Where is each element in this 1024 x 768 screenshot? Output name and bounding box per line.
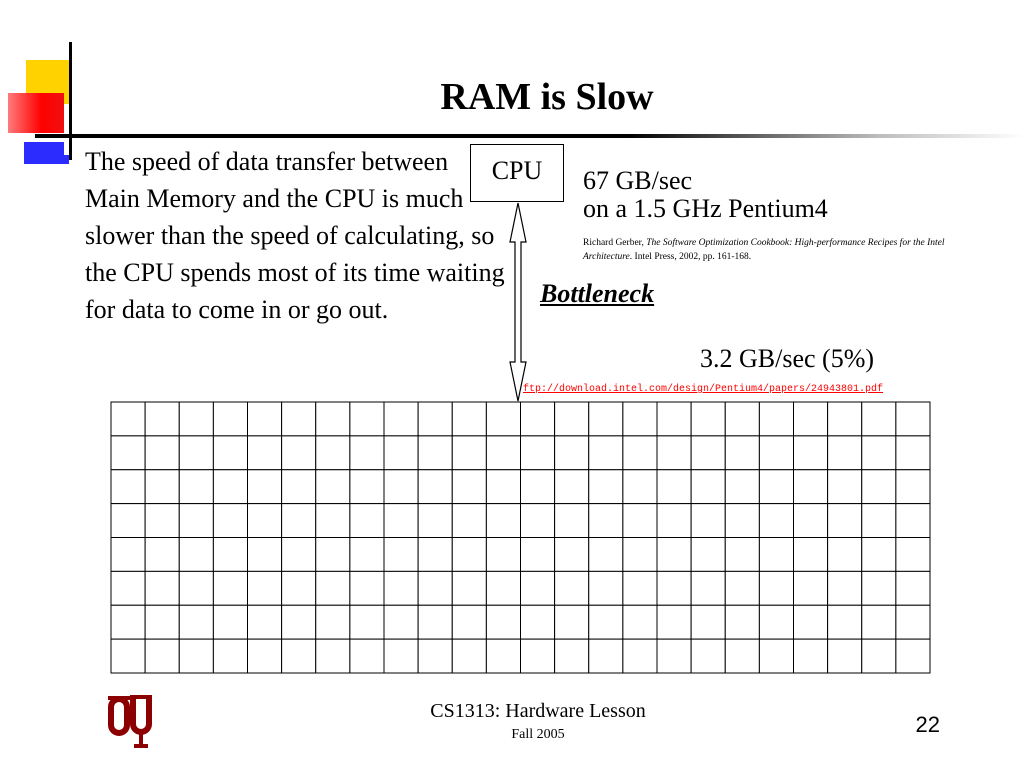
- memory-cell: [384, 504, 418, 538]
- memory-cell: [111, 538, 145, 572]
- memory-cell: [657, 538, 691, 572]
- memory-cell: [145, 436, 179, 470]
- memory-cell: [384, 639, 418, 673]
- memory-cell: [452, 639, 486, 673]
- memory-cell: [521, 436, 555, 470]
- memory-cell: [316, 639, 350, 673]
- memory-cell: [555, 504, 589, 538]
- memory-cell: [145, 538, 179, 572]
- memory-cell: [486, 504, 520, 538]
- memory-cell: [384, 470, 418, 504]
- memory-cell: [316, 538, 350, 572]
- memory-cell: [316, 470, 350, 504]
- memory-cell: [657, 504, 691, 538]
- citation-rest: . Intel Press, 2002, pp. 161-168.: [629, 252, 752, 262]
- memory-cell: [862, 436, 896, 470]
- slide-title: RAM is Slow: [440, 76, 654, 118]
- memory-cell: [725, 436, 759, 470]
- memory-cell: [384, 402, 418, 436]
- memory-cell: [759, 470, 793, 504]
- memory-cell: [350, 504, 384, 538]
- memory-cell: [691, 639, 725, 673]
- memory-cell: [691, 538, 725, 572]
- source-link[interactable]: ftp://download.intel.com/design/Pentium4/papers/24943801.pdf: [523, 384, 884, 395]
- memory-cell: [623, 538, 657, 572]
- memory-cell: [350, 538, 384, 572]
- memory-cell: [725, 571, 759, 605]
- memory-cell: [248, 504, 282, 538]
- memory-cell: [179, 538, 213, 572]
- memory-cell: [248, 639, 282, 673]
- memory-cell: [759, 504, 793, 538]
- memory-cell: [282, 504, 316, 538]
- memory-cell: [248, 605, 282, 639]
- memory-cell: [213, 504, 247, 538]
- footer-course: CS1313: Hardware Lesson: [430, 700, 646, 722]
- memory-cell: [213, 402, 247, 436]
- memory-cell: [486, 470, 520, 504]
- memory-cell: [896, 639, 930, 673]
- memory-cell: [794, 571, 828, 605]
- memory-cell: [282, 402, 316, 436]
- bottleneck-label: Bottleneck: [540, 279, 655, 308]
- memory-cell: [145, 470, 179, 504]
- memory-cell: [725, 402, 759, 436]
- memory-cell: [486, 436, 520, 470]
- memory-cell: [418, 504, 452, 538]
- memory-cell: [862, 538, 896, 572]
- memory-cell: [213, 639, 247, 673]
- memory-cell: [725, 605, 759, 639]
- memory-cell: [521, 538, 555, 572]
- memory-cell: [384, 571, 418, 605]
- memory-cell: [589, 402, 623, 436]
- memory-cell: [589, 470, 623, 504]
- memory-cell: [725, 538, 759, 572]
- memory-cell: [862, 571, 896, 605]
- memory-cell: [657, 639, 691, 673]
- memory-cell: [759, 571, 793, 605]
- memory-cell: [828, 605, 862, 639]
- memory-cell: [521, 470, 555, 504]
- memory-cell: [691, 504, 725, 538]
- memory-cell: [179, 639, 213, 673]
- memory-cell: [248, 571, 282, 605]
- memory-cell: [384, 538, 418, 572]
- memory-cell: [350, 402, 384, 436]
- memory-cell: [418, 402, 452, 436]
- memory-cell: [725, 504, 759, 538]
- footer-term: Fall 2005: [511, 727, 565, 742]
- cpu-box: CPU: [470, 144, 564, 202]
- memory-cell: [589, 639, 623, 673]
- memory-cell: [282, 605, 316, 639]
- memory-cell: [555, 436, 589, 470]
- memory-cell: [452, 605, 486, 639]
- memory-cell: [759, 605, 793, 639]
- memory-cell: [418, 470, 452, 504]
- decor-blue-square: [24, 142, 64, 164]
- memory-cell: [623, 639, 657, 673]
- memory-cell: [862, 605, 896, 639]
- memory-cell: [896, 504, 930, 538]
- memory-cell: [179, 402, 213, 436]
- memory-cell: [691, 402, 725, 436]
- memory-cell: [794, 538, 828, 572]
- memory-cell: [794, 436, 828, 470]
- memory-cell: [179, 436, 213, 470]
- memory-cell: [555, 538, 589, 572]
- memory-cell: [282, 470, 316, 504]
- memory-cell: [145, 571, 179, 605]
- memory-cell: [384, 605, 418, 639]
- memory-cell: [691, 470, 725, 504]
- memory-cell: [213, 538, 247, 572]
- memory-cell: [111, 639, 145, 673]
- memory-cell: [316, 402, 350, 436]
- memory-cell: [452, 538, 486, 572]
- memory-cell: [316, 571, 350, 605]
- memory-cell: [896, 436, 930, 470]
- memory-cell: [555, 605, 589, 639]
- memory-cell: [486, 538, 520, 572]
- memory-cell: [828, 436, 862, 470]
- memory-cell: [179, 605, 213, 639]
- memory-cell: [657, 571, 691, 605]
- memory-cell: [759, 538, 793, 572]
- memory-cell: [555, 470, 589, 504]
- memory-cell: [794, 470, 828, 504]
- citation-author: Richard Gerber,: [583, 238, 647, 248]
- memory-cell: [282, 538, 316, 572]
- title-underline: [35, 134, 1024, 138]
- memory-cell: [725, 470, 759, 504]
- memory-cell: [555, 639, 589, 673]
- memory-cell: [589, 436, 623, 470]
- memory-cell: [623, 402, 657, 436]
- memory-cell: [418, 436, 452, 470]
- memory-cell: [896, 571, 930, 605]
- memory-cell: [759, 402, 793, 436]
- memory-cell: [862, 639, 896, 673]
- memory-cell: [111, 504, 145, 538]
- citation: [583, 236, 968, 264]
- memory-cell: [896, 538, 930, 572]
- memory-cell: [111, 470, 145, 504]
- bullet-marker: [60, 155, 69, 164]
- memory-grid: [110, 401, 931, 674]
- memory-cell: [589, 538, 623, 572]
- memory-cell: [828, 571, 862, 605]
- memory-cell: [657, 470, 691, 504]
- memory-cell: [452, 436, 486, 470]
- memory-cell: [623, 571, 657, 605]
- memory-cell: [623, 504, 657, 538]
- memory-cell: [248, 538, 282, 572]
- memory-cell: [623, 605, 657, 639]
- memory-cell: [521, 402, 555, 436]
- memory-cell: [794, 605, 828, 639]
- memory-cell: [179, 504, 213, 538]
- body-text: The speed of data transfer between Main Memory and the CPU is much slower than the speed of calculating, so the CPU spends most of its time waiting for data to come in or go out.: [85, 147, 505, 324]
- memory-cell: [145, 402, 179, 436]
- memory-cell: [452, 571, 486, 605]
- memory-cell: [486, 571, 520, 605]
- memory-cell: [111, 402, 145, 436]
- memory-cell: [316, 436, 350, 470]
- memory-cell: [657, 402, 691, 436]
- memory-cell: [111, 605, 145, 639]
- memory-cell: [623, 470, 657, 504]
- memory-cell: [350, 605, 384, 639]
- memory-cell: [213, 470, 247, 504]
- memory-cell: [896, 470, 930, 504]
- memory-cell: [589, 605, 623, 639]
- memory-cell: [521, 504, 555, 538]
- memory-cell: [623, 436, 657, 470]
- memory-cell: [521, 571, 555, 605]
- memory-cell: [896, 605, 930, 639]
- memory-cell: [725, 639, 759, 673]
- cache-speed: [583, 167, 828, 223]
- memory-cell: [316, 605, 350, 639]
- memory-cell: [316, 504, 350, 538]
- citation-book: The Software Optimization Cookbook: High-performance Recipes for the Intel Architecture: [583, 238, 945, 262]
- memory-cell: [828, 402, 862, 436]
- double-arrow-icon: [508, 202, 528, 402]
- memory-cell: [896, 402, 930, 436]
- memory-cell: [452, 470, 486, 504]
- memory-cell: [828, 504, 862, 538]
- memory-cell: [418, 639, 452, 673]
- memory-cell: [248, 402, 282, 436]
- page-number: 22: [915, 712, 940, 737]
- memory-cell: [486, 402, 520, 436]
- memory-cell: [179, 470, 213, 504]
- memory-cell: [862, 504, 896, 538]
- memory-cell: [213, 605, 247, 639]
- memory-cell: [145, 605, 179, 639]
- memory-cell: [555, 571, 589, 605]
- memory-cell: [521, 605, 555, 639]
- memory-cell: [452, 402, 486, 436]
- memory-cell: [350, 436, 384, 470]
- memory-cell: [794, 504, 828, 538]
- memory-cell: [589, 504, 623, 538]
- memory-cell: [486, 639, 520, 673]
- cache-speed-context: on a 1.5 GHz Pentium4: [583, 194, 828, 223]
- memory-cell: [691, 605, 725, 639]
- memory-cell: [555, 402, 589, 436]
- memory-cell: [794, 639, 828, 673]
- memory-cell: [828, 639, 862, 673]
- memory-cell: [589, 571, 623, 605]
- memory-cell: [248, 436, 282, 470]
- memory-cell: [213, 571, 247, 605]
- memory-cell: [179, 571, 213, 605]
- memory-cell: [282, 571, 316, 605]
- memory-cell: [282, 436, 316, 470]
- memory-cell: [111, 436, 145, 470]
- memory-cell: [248, 470, 282, 504]
- memory-cell: [657, 605, 691, 639]
- memory-cell: [452, 504, 486, 538]
- memory-cell: [486, 605, 520, 639]
- memory-cell: [350, 571, 384, 605]
- memory-cell: [794, 402, 828, 436]
- memory-cell: [418, 538, 452, 572]
- memory-cell: [145, 504, 179, 538]
- memory-cell: [862, 402, 896, 436]
- memory-cell: [418, 571, 452, 605]
- memory-cell: [111, 571, 145, 605]
- memory-cell: [862, 470, 896, 504]
- memory-cell: [350, 639, 384, 673]
- memory-cell: [828, 538, 862, 572]
- memory-cell: [521, 639, 555, 673]
- memory-cell: [657, 436, 691, 470]
- memory-cell: [418, 605, 452, 639]
- memory-cell: [759, 639, 793, 673]
- memory-cell: [282, 639, 316, 673]
- memory-speed: 3.2 GB/sec (5%): [700, 344, 875, 373]
- memory-cell: [145, 639, 179, 673]
- memory-cell: [691, 436, 725, 470]
- memory-cell: [384, 436, 418, 470]
- memory-cell: [213, 436, 247, 470]
- cache-speed-value: 67 GB/sec: [583, 166, 693, 195]
- memory-cell: [350, 470, 384, 504]
- memory-cell: [828, 470, 862, 504]
- memory-cell: [759, 436, 793, 470]
- memory-cell: [691, 571, 725, 605]
